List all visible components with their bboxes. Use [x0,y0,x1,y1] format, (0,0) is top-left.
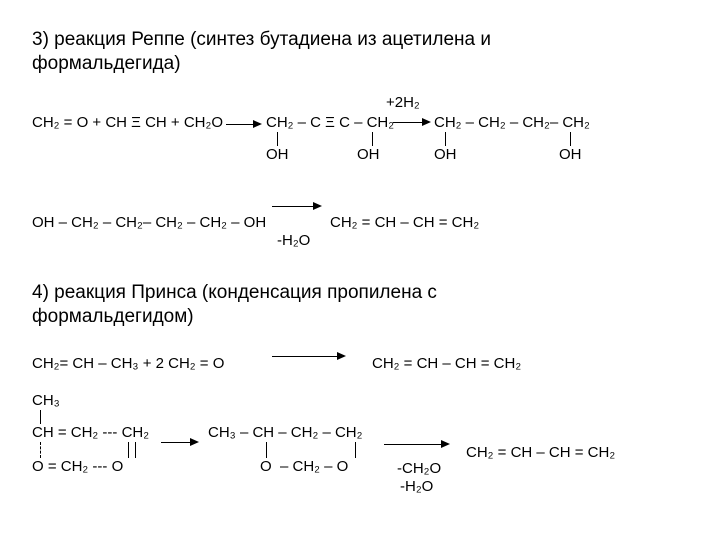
reppe-bond-left [277,132,278,146]
prins-scheme-row2: O = CH₂ --- O [32,458,124,475]
reppe-oh-left: OH [266,146,289,163]
reppe-hydrogenation-reagent: +2H₂ [386,94,420,111]
prins-scheme-bond-double-a [128,442,129,458]
reppe-eq1-arrow [226,124,260,125]
prins-intermediate-bond-left [266,442,267,458]
reppe-eq1-reactants: CH₂ = O + CH Ξ CH + CH₂O [32,114,224,131]
reppe-bond-right [372,132,373,146]
reppe-butadiene: CH₂ = CH – CH = CH₂ [330,214,480,231]
reppe-eq2-reactant: OH – CH₂ – CH₂– CH₂ – CH₂ – OH [32,214,267,231]
prins-final-product: CH₂ = CH – CH = CH₂ [466,444,616,461]
prins-intermediate-o: O [260,458,272,475]
reppe-diol-oh-right: OH [559,146,582,163]
prins-scheme-bond-double-b [135,442,136,458]
prins-title-line2: формальдегидом) [32,306,194,327]
reppe-title-line1: 3) реакция Реппе (синтез бутадиена из ацетилена и [32,29,491,50]
prins-scheme-bond-dashed [40,442,41,458]
prins-scheme-methyl: CH₃ [32,392,60,409]
reppe-butanediol: CH₂ – CH₂ – CH₂– CH₂ [434,114,590,131]
prins-condition-formaldehyde: -CH₂O [397,460,442,477]
reppe-diol-oh-left: OH [434,146,457,163]
prins-condition-water: -H₂O [400,478,434,495]
prins-scheme-bond-methyl [40,410,41,424]
reppe-dehydration-condition: -H₂O [277,232,311,249]
prins-eq1-arrow [272,356,344,357]
reppe-oh-right: OH [357,146,380,163]
reppe-diol-bond-right [570,132,571,146]
prins-scheme-arrow2 [384,444,448,445]
prins-intermediate-ring: – CH₂ – O [280,458,349,475]
prins-eq1-reactants: CH₂= CH – CH₃ + 2 CH₂ = O [32,355,225,372]
reppe-title-line2: формальдегида) [32,53,181,74]
reppe-diol-bond-left [445,132,446,146]
prins-eq1-product: CH₂ = CH – CH = CH₂ [372,355,522,372]
prins-title-line1: 4) реакция Принса (конденсация пропилена с [32,282,437,303]
reppe-dehydration-arrow [272,206,320,207]
prins-intermediate-chain: CH₃ – CH – CH₂ – CH₂ [208,424,363,441]
reppe-butynediol: CH₂ – C Ξ C – CH₂ [266,114,395,131]
prins-scheme-row1: CH = CH₂ --- CH₂ [32,424,150,441]
reppe-hydrogenation-arrow [393,122,429,123]
prins-intermediate-bond-right [355,442,356,458]
prins-scheme-arrow1 [161,442,197,443]
